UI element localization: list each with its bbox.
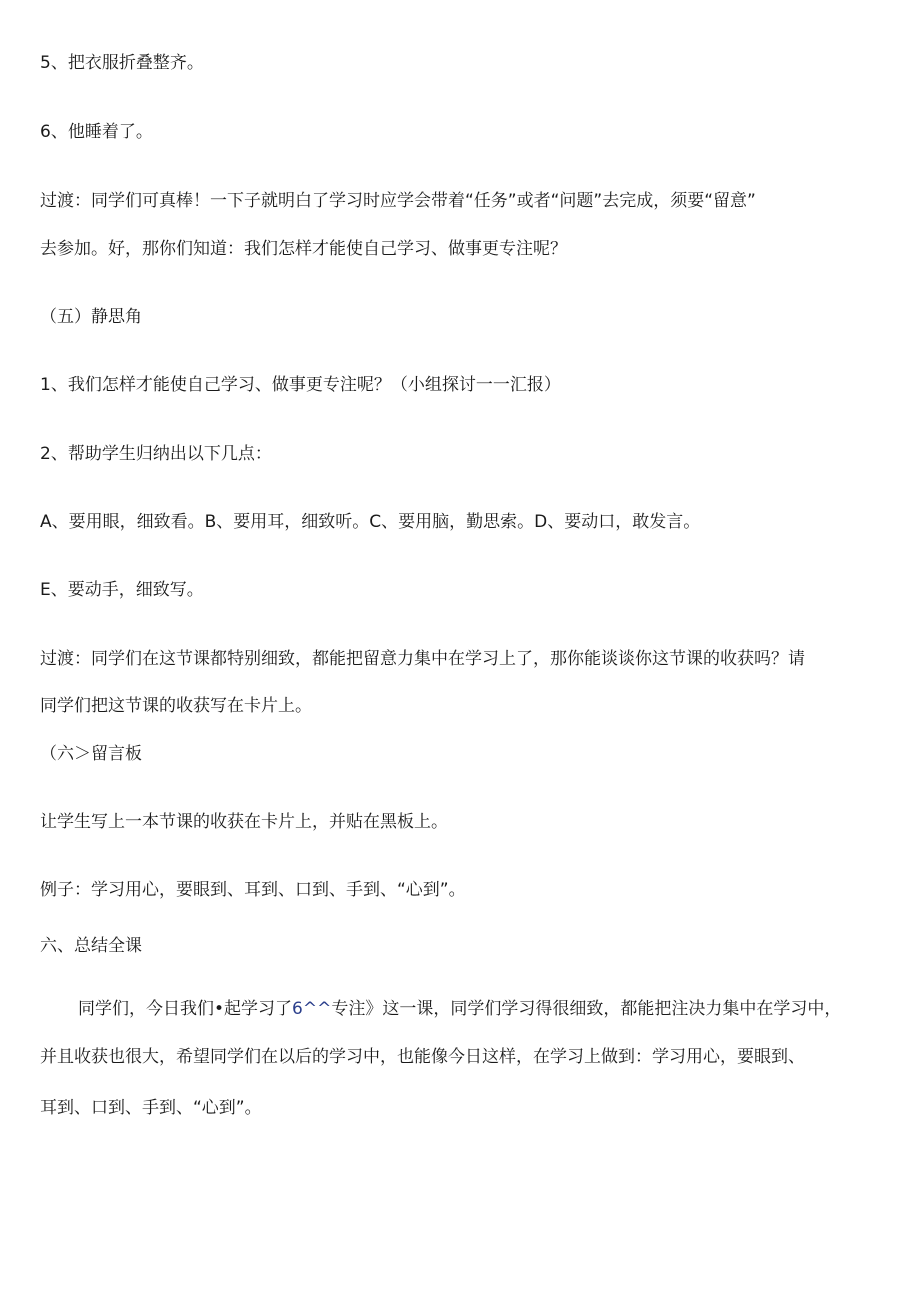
step-6-text: 6、他睡着了。 <box>40 122 153 142</box>
transition-1-line-2: 去参加。好，那你们知道：我们怎样才能使自己学习、做事更专注呢？ <box>40 239 567 259</box>
board-task-text: 让学生写上一本节课的收获在卡片上，并贴在黑板上。 <box>40 812 448 832</box>
points-a-to-d: A、要用眼，细致看。B、要用耳，细致听。C、要用脑，勤思索。D、要动口，敢发言。 <box>40 512 701 532</box>
question-1-text: 1、我们怎样才能使自己学习、做事更专注呢？（小组探讨一一汇报） <box>40 375 561 395</box>
section-5-heading: （五）静思角 <box>40 307 142 327</box>
summary-heading: 六、总结全课 <box>40 936 142 956</box>
summary-line-1-pre: 同学们，今日我们•起学习了 <box>78 999 293 1019</box>
example-text: 例子：学习用心，要眼到、耳到、口到、手到、“心到”。 <box>40 880 466 900</box>
section-6-heading: （六＞留言板 <box>40 744 142 764</box>
step-5-text: 5、把衣服折叠整齐。 <box>40 53 204 73</box>
summary-paragraph-line-3: 耳到、口到、手到、“心到”。 <box>40 1098 262 1118</box>
summary-paragraph-line-2: 并且收获也很大，希望同学们在以后的学习中，也能像今日这样，在学习上做到：学习用心，要眼到、 <box>40 1047 805 1067</box>
summary-line-1-ocr-artifact: 6^^ <box>292 999 332 1019</box>
transition-2-line-1: 过渡：同学们在这节课都特别细致，都能把留意力集中在学习上了，那你能谈谈你这节课的收获吗？请 <box>40 649 805 669</box>
transition-2-line-2: 同学们把这节课的收获写在卡片上。 <box>40 696 312 716</box>
question-2-text: 2、帮助学生归纳出以下几点： <box>40 444 272 464</box>
point-e: E、要动手，细致写。 <box>40 580 204 600</box>
transition-1-line-1: 过渡：同学们可真棒！一下子就明白了学习时应学会带着“任务”或者“问题”去完成，须要“留意” <box>40 191 756 211</box>
summary-line-1-post: 专注》这一课，同学们学习得很细致，都能把注决力集中在学习中， <box>331 999 842 1019</box>
summary-paragraph-line-1 <box>78 998 841 1020</box>
